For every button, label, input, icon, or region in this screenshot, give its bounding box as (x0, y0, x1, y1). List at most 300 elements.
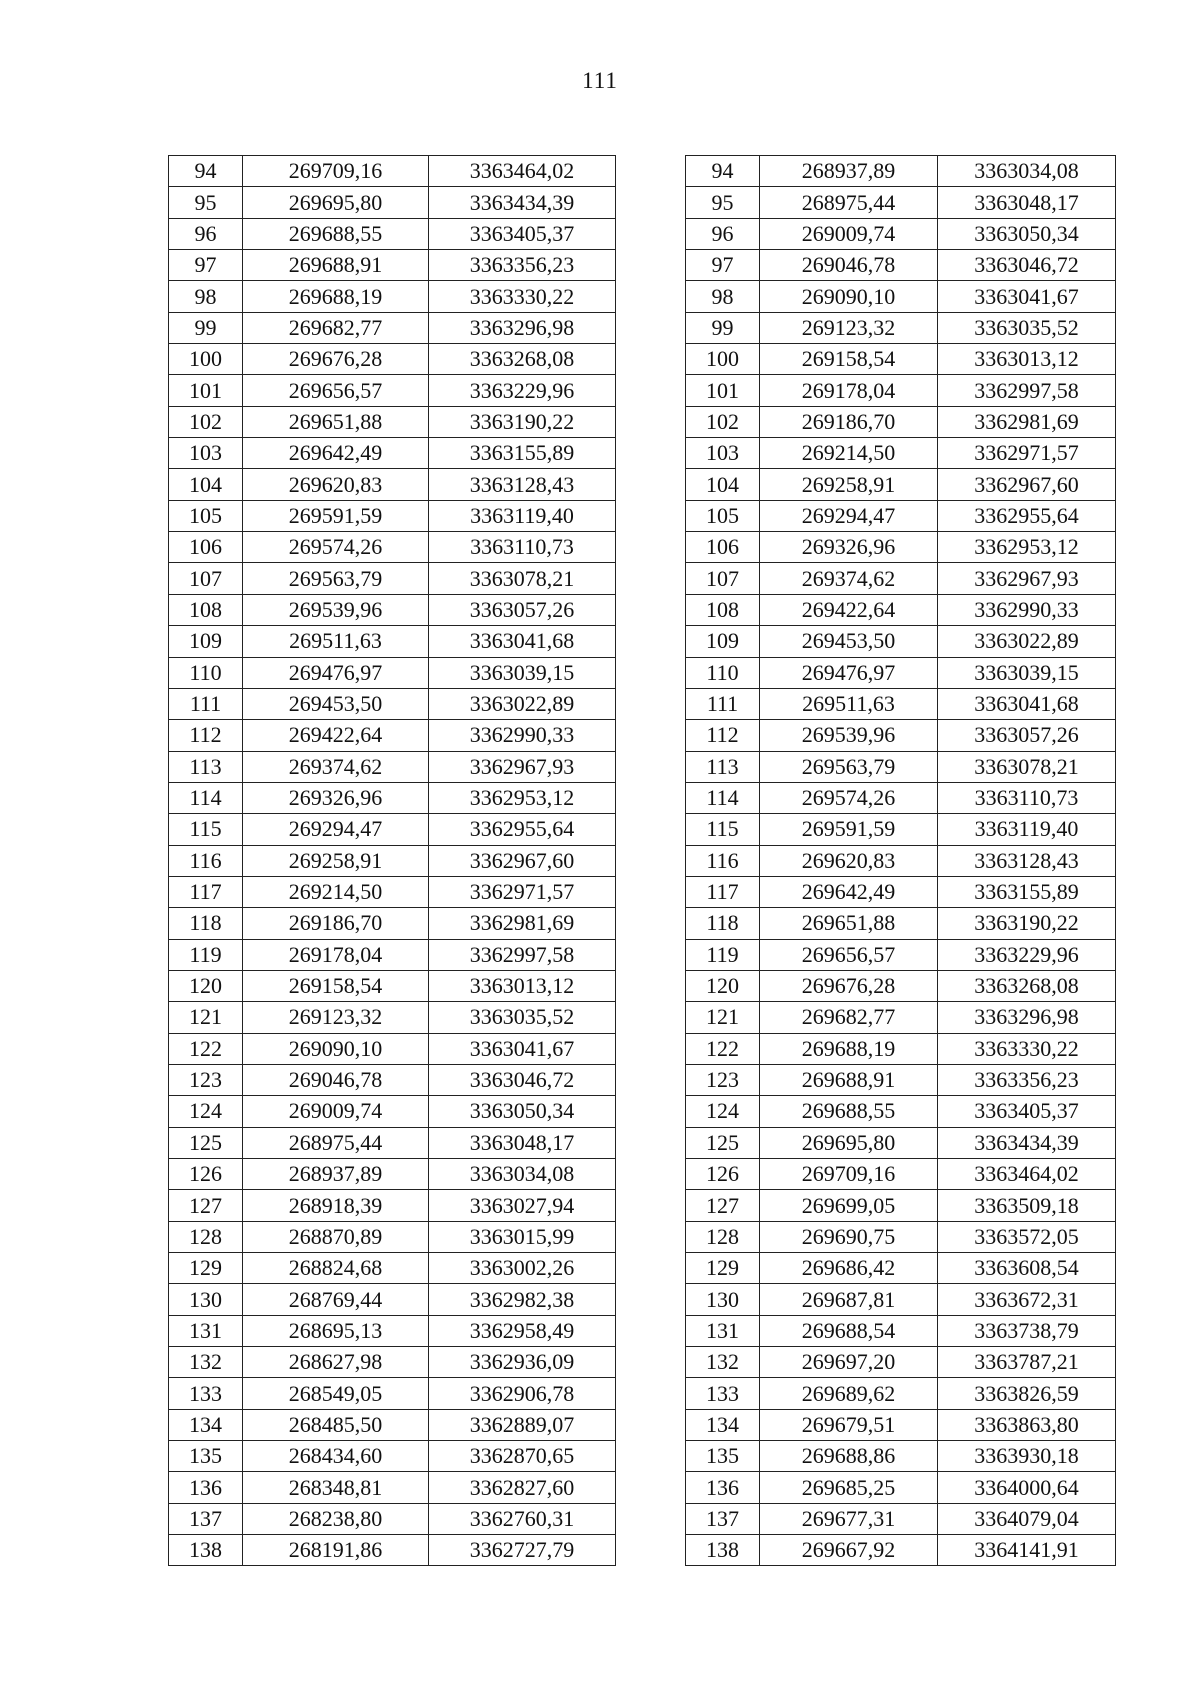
x-coordinate-cell: 269709,16 (243, 156, 429, 187)
x-coordinate-cell: 269476,97 (760, 657, 938, 688)
x-coordinate-cell: 269326,96 (760, 532, 938, 563)
point-number-cell: 122 (169, 1033, 243, 1064)
table-row (686, 1441, 1116, 1472)
table-row (169, 1033, 616, 1064)
point-number-cell: 138 (686, 1535, 760, 1566)
x-coordinate-cell: 269667,92 (760, 1535, 938, 1566)
x-coordinate-cell: 268549,05 (243, 1378, 429, 1409)
y-coordinate-cell: 3362870,65 (429, 1441, 616, 1472)
y-coordinate-cell: 3363034,08 (429, 1159, 616, 1190)
table-row (686, 250, 1116, 281)
y-coordinate-cell: 3363509,18 (938, 1190, 1116, 1221)
y-coordinate-cell: 3363464,02 (429, 156, 616, 187)
point-number-cell: 103 (169, 438, 243, 469)
x-coordinate-cell: 269699,05 (760, 1190, 938, 1221)
table-row (169, 1378, 616, 1409)
table-row (169, 1127, 616, 1158)
point-number-cell: 108 (686, 594, 760, 625)
table-row (169, 1221, 616, 1252)
table-row (169, 908, 616, 939)
table-row (169, 500, 616, 531)
x-coordinate-cell: 269214,50 (243, 876, 429, 907)
point-number-cell: 108 (169, 594, 243, 625)
y-coordinate-cell: 3363863,80 (938, 1409, 1116, 1440)
y-coordinate-cell: 3363229,96 (938, 939, 1116, 970)
x-coordinate-cell: 269574,26 (243, 532, 429, 563)
table-row (169, 845, 616, 876)
y-coordinate-cell: 3363046,72 (938, 250, 1116, 281)
y-coordinate-cell: 3362889,07 (429, 1409, 616, 1440)
x-coordinate-cell: 269685,25 (760, 1472, 938, 1503)
x-coordinate-cell: 269214,50 (760, 438, 938, 469)
point-number-cell: 101 (686, 375, 760, 406)
table-row (169, 751, 616, 782)
table-row (686, 970, 1116, 1001)
table-row (686, 1472, 1116, 1503)
table-row (169, 469, 616, 500)
point-number-cell: 105 (169, 500, 243, 531)
x-coordinate-cell: 269682,77 (760, 1002, 938, 1033)
table-row (169, 814, 616, 845)
y-coordinate-cell: 3363041,68 (938, 688, 1116, 719)
x-coordinate-cell: 269046,78 (760, 250, 938, 281)
x-coordinate-cell: 268975,44 (243, 1127, 429, 1158)
table-row (686, 594, 1116, 625)
x-coordinate-cell: 268695,13 (243, 1315, 429, 1346)
table-row (686, 312, 1116, 343)
y-coordinate-cell: 3363022,89 (429, 688, 616, 719)
point-number-cell: 110 (169, 657, 243, 688)
x-coordinate-cell: 269591,59 (760, 814, 938, 845)
x-coordinate-cell: 269620,83 (760, 845, 938, 876)
y-coordinate-cell: 3363672,31 (938, 1284, 1116, 1315)
point-number-cell: 111 (686, 688, 760, 719)
y-coordinate-cell: 3362727,79 (429, 1535, 616, 1566)
table-row (686, 845, 1116, 876)
table-row (686, 1127, 1116, 1158)
x-coordinate-cell: 269178,04 (243, 939, 429, 970)
x-coordinate-cell: 269511,63 (243, 626, 429, 657)
y-coordinate-cell: 3363190,22 (429, 406, 616, 437)
y-coordinate-cell: 3362997,58 (429, 939, 616, 970)
y-coordinate-cell: 3363128,43 (938, 845, 1116, 876)
x-coordinate-cell: 269688,86 (760, 1441, 938, 1472)
x-coordinate-cell: 269656,57 (243, 375, 429, 406)
x-coordinate-cell: 268434,60 (243, 1441, 429, 1472)
point-number-cell: 112 (686, 720, 760, 751)
x-coordinate-cell: 268485,50 (243, 1409, 429, 1440)
table-row (169, 594, 616, 625)
table-row (169, 563, 616, 594)
point-number-cell: 96 (686, 218, 760, 249)
y-coordinate-cell: 3362981,69 (938, 406, 1116, 437)
coordinates-table-right (685, 155, 1116, 1566)
x-coordinate-cell: 269563,79 (760, 751, 938, 782)
point-number-cell: 124 (169, 1096, 243, 1127)
point-number-cell: 106 (169, 532, 243, 563)
x-coordinate-cell: 269688,19 (243, 281, 429, 312)
x-coordinate-cell: 269688,54 (760, 1315, 938, 1346)
x-coordinate-cell: 269294,47 (243, 814, 429, 845)
y-coordinate-cell: 3362760,31 (429, 1503, 616, 1534)
x-coordinate-cell: 268937,89 (760, 156, 938, 187)
y-coordinate-cell: 3363110,73 (429, 532, 616, 563)
point-number-cell: 120 (686, 970, 760, 1001)
point-number-cell: 123 (686, 1064, 760, 1095)
point-number-cell: 109 (686, 626, 760, 657)
table-row (686, 187, 1116, 218)
y-coordinate-cell: 3362955,64 (429, 814, 616, 845)
table-row (686, 438, 1116, 469)
table-row (169, 688, 616, 719)
point-number-cell: 128 (686, 1221, 760, 1252)
point-number-cell: 102 (686, 406, 760, 437)
point-number-cell: 125 (686, 1127, 760, 1158)
x-coordinate-cell: 269563,79 (243, 563, 429, 594)
x-coordinate-cell: 269689,62 (760, 1378, 938, 1409)
point-number-cell: 100 (169, 344, 243, 375)
x-coordinate-cell: 269688,55 (760, 1096, 938, 1127)
table-row (686, 1221, 1116, 1252)
x-coordinate-cell: 269651,88 (760, 908, 938, 939)
point-number-cell: 94 (686, 156, 760, 187)
x-coordinate-cell: 269476,97 (243, 657, 429, 688)
table-row (686, 688, 1116, 719)
y-coordinate-cell: 3363128,43 (429, 469, 616, 500)
table-row (169, 312, 616, 343)
point-number-cell: 130 (169, 1284, 243, 1315)
table-row (686, 281, 1116, 312)
page-number: 111 (582, 68, 618, 93)
point-number-cell: 94 (169, 156, 243, 187)
y-coordinate-cell: 3363013,12 (938, 344, 1116, 375)
y-coordinate-cell: 3363041,67 (938, 281, 1116, 312)
point-number-cell: 105 (686, 500, 760, 531)
y-coordinate-cell: 3362990,33 (429, 720, 616, 751)
point-number-cell: 109 (169, 626, 243, 657)
table-row (169, 281, 616, 312)
y-coordinate-cell: 3362906,78 (429, 1378, 616, 1409)
x-coordinate-cell: 269046,78 (243, 1064, 429, 1095)
point-number-cell: 114 (169, 782, 243, 813)
table-row (169, 1409, 616, 1440)
table-row (686, 406, 1116, 437)
y-coordinate-cell: 3363078,21 (938, 751, 1116, 782)
point-number-cell: 137 (686, 1503, 760, 1534)
table-row (686, 1535, 1116, 1566)
point-number-cell: 104 (686, 469, 760, 500)
table-row (169, 1284, 616, 1315)
point-number-cell: 127 (169, 1190, 243, 1221)
point-number-cell: 129 (686, 1253, 760, 1284)
y-coordinate-cell: 3363110,73 (938, 782, 1116, 813)
point-number-cell: 99 (169, 312, 243, 343)
y-coordinate-cell: 3363190,22 (938, 908, 1116, 939)
x-coordinate-cell: 269656,57 (760, 939, 938, 970)
y-coordinate-cell: 3362981,69 (429, 908, 616, 939)
table-row (686, 939, 1116, 970)
table-row (169, 250, 616, 281)
table-row (169, 187, 616, 218)
table-row (686, 1409, 1116, 1440)
table-row (686, 1284, 1116, 1315)
x-coordinate-cell: 269676,28 (243, 344, 429, 375)
point-number-cell: 110 (686, 657, 760, 688)
x-coordinate-cell: 268824,68 (243, 1253, 429, 1284)
table-row (169, 782, 616, 813)
x-coordinate-cell: 268918,39 (243, 1190, 429, 1221)
y-coordinate-cell: 3363268,08 (938, 970, 1116, 1001)
point-number-cell: 136 (169, 1472, 243, 1503)
y-coordinate-cell: 3362990,33 (938, 594, 1116, 625)
y-coordinate-cell: 3363738,79 (938, 1315, 1116, 1346)
y-coordinate-cell: 3363229,96 (429, 375, 616, 406)
y-coordinate-cell: 3363050,34 (429, 1096, 616, 1127)
x-coordinate-cell: 268975,44 (760, 187, 938, 218)
y-coordinate-cell: 3363002,26 (429, 1253, 616, 1284)
x-coordinate-cell: 269539,96 (243, 594, 429, 625)
table-row (686, 908, 1116, 939)
point-number-cell: 100 (686, 344, 760, 375)
x-coordinate-cell: 269688,19 (760, 1033, 938, 1064)
x-coordinate-cell: 269178,04 (760, 375, 938, 406)
x-coordinate-cell: 269186,70 (243, 908, 429, 939)
table-row (169, 626, 616, 657)
x-coordinate-cell: 268870,89 (243, 1221, 429, 1252)
x-coordinate-cell: 269695,80 (243, 187, 429, 218)
x-coordinate-cell: 269009,74 (760, 218, 938, 249)
y-coordinate-cell: 3363041,68 (429, 626, 616, 657)
y-coordinate-cell: 3363035,52 (429, 1002, 616, 1033)
table-row (169, 1159, 616, 1190)
point-number-cell: 133 (686, 1378, 760, 1409)
point-number-cell: 138 (169, 1535, 243, 1566)
point-number-cell: 135 (686, 1441, 760, 1472)
y-coordinate-cell: 3363356,23 (938, 1064, 1116, 1095)
point-number-cell: 121 (169, 1002, 243, 1033)
table-row (686, 814, 1116, 845)
point-number-cell: 137 (169, 1503, 243, 1534)
table-row (169, 657, 616, 688)
point-number-cell: 106 (686, 532, 760, 563)
point-number-cell: 98 (686, 281, 760, 312)
table-row (169, 1002, 616, 1033)
y-coordinate-cell: 3362971,57 (938, 438, 1116, 469)
table-row (169, 876, 616, 907)
table-row (169, 532, 616, 563)
y-coordinate-cell: 3362967,93 (429, 751, 616, 782)
point-number-cell: 115 (169, 814, 243, 845)
table-row (169, 406, 616, 437)
y-coordinate-cell: 3363022,89 (938, 626, 1116, 657)
x-coordinate-cell: 268238,80 (243, 1503, 429, 1534)
x-coordinate-cell: 269686,42 (760, 1253, 938, 1284)
point-number-cell: 124 (686, 1096, 760, 1127)
y-coordinate-cell: 3363464,02 (938, 1159, 1116, 1190)
point-number-cell: 119 (169, 939, 243, 970)
x-coordinate-cell: 269326,96 (243, 782, 429, 813)
y-coordinate-cell: 3363155,89 (429, 438, 616, 469)
point-number-cell: 132 (686, 1347, 760, 1378)
x-coordinate-cell: 269090,10 (760, 281, 938, 312)
y-coordinate-cell: 3363330,22 (429, 281, 616, 312)
point-number-cell: 107 (169, 563, 243, 594)
x-coordinate-cell: 269642,49 (243, 438, 429, 469)
point-number-cell: 128 (169, 1221, 243, 1252)
table-row (169, 438, 616, 469)
table-row (169, 1190, 616, 1221)
x-coordinate-cell: 269090,10 (243, 1033, 429, 1064)
point-number-cell: 130 (686, 1284, 760, 1315)
y-coordinate-cell: 3363296,98 (429, 312, 616, 343)
y-coordinate-cell: 3364079,04 (938, 1503, 1116, 1534)
x-coordinate-cell: 269422,64 (243, 720, 429, 751)
point-number-cell: 129 (169, 1253, 243, 1284)
point-number-cell: 104 (169, 469, 243, 500)
y-coordinate-cell: 3363057,26 (938, 720, 1116, 751)
table-row (169, 1503, 616, 1534)
x-coordinate-cell: 269679,51 (760, 1409, 938, 1440)
y-coordinate-cell: 3363046,72 (429, 1064, 616, 1095)
y-coordinate-cell: 3362827,60 (429, 1472, 616, 1503)
point-number-cell: 118 (686, 908, 760, 939)
point-number-cell: 95 (169, 187, 243, 218)
y-coordinate-cell: 3363405,37 (429, 218, 616, 249)
y-coordinate-cell: 3363787,21 (938, 1347, 1116, 1378)
x-coordinate-cell: 269591,59 (243, 500, 429, 531)
point-number-cell: 102 (169, 406, 243, 437)
table-row (169, 970, 616, 1001)
y-coordinate-cell: 3364141,91 (938, 1535, 1116, 1566)
table-row (169, 156, 616, 187)
table-row (169, 1096, 616, 1127)
point-number-cell: 114 (686, 782, 760, 813)
point-number-cell: 126 (169, 1159, 243, 1190)
table-row (169, 1315, 616, 1346)
table-row (686, 1002, 1116, 1033)
table-row (169, 218, 616, 249)
y-coordinate-cell: 3364000,64 (938, 1472, 1116, 1503)
point-number-cell: 117 (686, 876, 760, 907)
y-coordinate-cell: 3363268,08 (429, 344, 616, 375)
point-number-cell: 134 (169, 1409, 243, 1440)
x-coordinate-cell: 269697,20 (760, 1347, 938, 1378)
y-coordinate-cell: 3363434,39 (938, 1127, 1116, 1158)
point-number-cell: 136 (686, 1472, 760, 1503)
y-coordinate-cell: 3363119,40 (938, 814, 1116, 845)
table-row (686, 626, 1116, 657)
table-row (686, 469, 1116, 500)
y-coordinate-cell: 3363015,99 (429, 1221, 616, 1252)
table-row (686, 1378, 1116, 1409)
y-coordinate-cell: 3363048,17 (938, 187, 1116, 218)
point-number-cell: 99 (686, 312, 760, 343)
x-coordinate-cell: 269374,62 (760, 563, 938, 594)
point-number-cell: 113 (686, 751, 760, 782)
x-coordinate-cell: 269677,31 (760, 1503, 938, 1534)
table-row (169, 375, 616, 406)
x-coordinate-cell: 269258,91 (760, 469, 938, 500)
point-number-cell: 97 (686, 250, 760, 281)
point-number-cell: 98 (169, 281, 243, 312)
y-coordinate-cell: 3363608,54 (938, 1253, 1116, 1284)
point-number-cell: 134 (686, 1409, 760, 1440)
table-row (686, 1096, 1116, 1127)
y-coordinate-cell: 3363330,22 (938, 1033, 1116, 1064)
y-coordinate-cell: 3363155,89 (938, 876, 1116, 907)
x-coordinate-cell: 269158,54 (760, 344, 938, 375)
y-coordinate-cell: 3362953,12 (938, 532, 1116, 563)
table-row (686, 720, 1116, 751)
point-number-cell: 122 (686, 1033, 760, 1064)
x-coordinate-cell: 269422,64 (760, 594, 938, 625)
x-coordinate-cell: 269642,49 (760, 876, 938, 907)
point-number-cell: 120 (169, 970, 243, 1001)
point-number-cell: 131 (169, 1315, 243, 1346)
y-coordinate-cell: 3363048,17 (429, 1127, 616, 1158)
x-coordinate-cell: 269539,96 (760, 720, 938, 751)
y-coordinate-cell: 3362955,64 (938, 500, 1116, 531)
table-row (686, 532, 1116, 563)
table-row (686, 1347, 1116, 1378)
point-number-cell: 121 (686, 1002, 760, 1033)
x-coordinate-cell: 269123,32 (760, 312, 938, 343)
table-row (169, 344, 616, 375)
point-number-cell: 116 (169, 845, 243, 876)
x-coordinate-cell: 269690,75 (760, 1221, 938, 1252)
point-number-cell: 132 (169, 1347, 243, 1378)
point-number-cell: 123 (169, 1064, 243, 1095)
y-coordinate-cell: 3363013,12 (429, 970, 616, 1001)
y-coordinate-cell: 3363434,39 (429, 187, 616, 218)
point-number-cell: 97 (169, 250, 243, 281)
table-row (686, 1033, 1116, 1064)
y-coordinate-cell: 3362971,57 (429, 876, 616, 907)
x-coordinate-cell: 268348,81 (243, 1472, 429, 1503)
x-coordinate-cell: 269158,54 (243, 970, 429, 1001)
point-number-cell: 101 (169, 375, 243, 406)
x-coordinate-cell: 269688,91 (243, 250, 429, 281)
x-coordinate-cell: 269511,63 (760, 688, 938, 719)
x-coordinate-cell: 269574,26 (760, 782, 938, 813)
x-coordinate-cell: 268627,98 (243, 1347, 429, 1378)
y-coordinate-cell: 3363826,59 (938, 1378, 1116, 1409)
y-coordinate-cell: 3362982,38 (429, 1284, 616, 1315)
table-row (169, 1472, 616, 1503)
table-body (686, 156, 1116, 1566)
y-coordinate-cell: 3363078,21 (429, 563, 616, 594)
y-coordinate-cell: 3363050,34 (938, 218, 1116, 249)
point-number-cell: 127 (686, 1190, 760, 1221)
x-coordinate-cell: 268937,89 (243, 1159, 429, 1190)
table-row (169, 1441, 616, 1472)
point-number-cell: 115 (686, 814, 760, 845)
table-row (686, 218, 1116, 249)
y-coordinate-cell: 3363034,08 (938, 156, 1116, 187)
y-coordinate-cell: 3363039,15 (429, 657, 616, 688)
table-row (686, 782, 1116, 813)
x-coordinate-cell: 269682,77 (243, 312, 429, 343)
table-row (686, 876, 1116, 907)
table-row (686, 1503, 1116, 1534)
table-row (686, 375, 1116, 406)
x-coordinate-cell: 269123,32 (243, 1002, 429, 1033)
y-coordinate-cell: 3363405,37 (938, 1096, 1116, 1127)
point-number-cell: 133 (169, 1378, 243, 1409)
table-row (169, 1535, 616, 1566)
x-coordinate-cell: 269258,91 (243, 845, 429, 876)
x-coordinate-cell: 269186,70 (760, 406, 938, 437)
